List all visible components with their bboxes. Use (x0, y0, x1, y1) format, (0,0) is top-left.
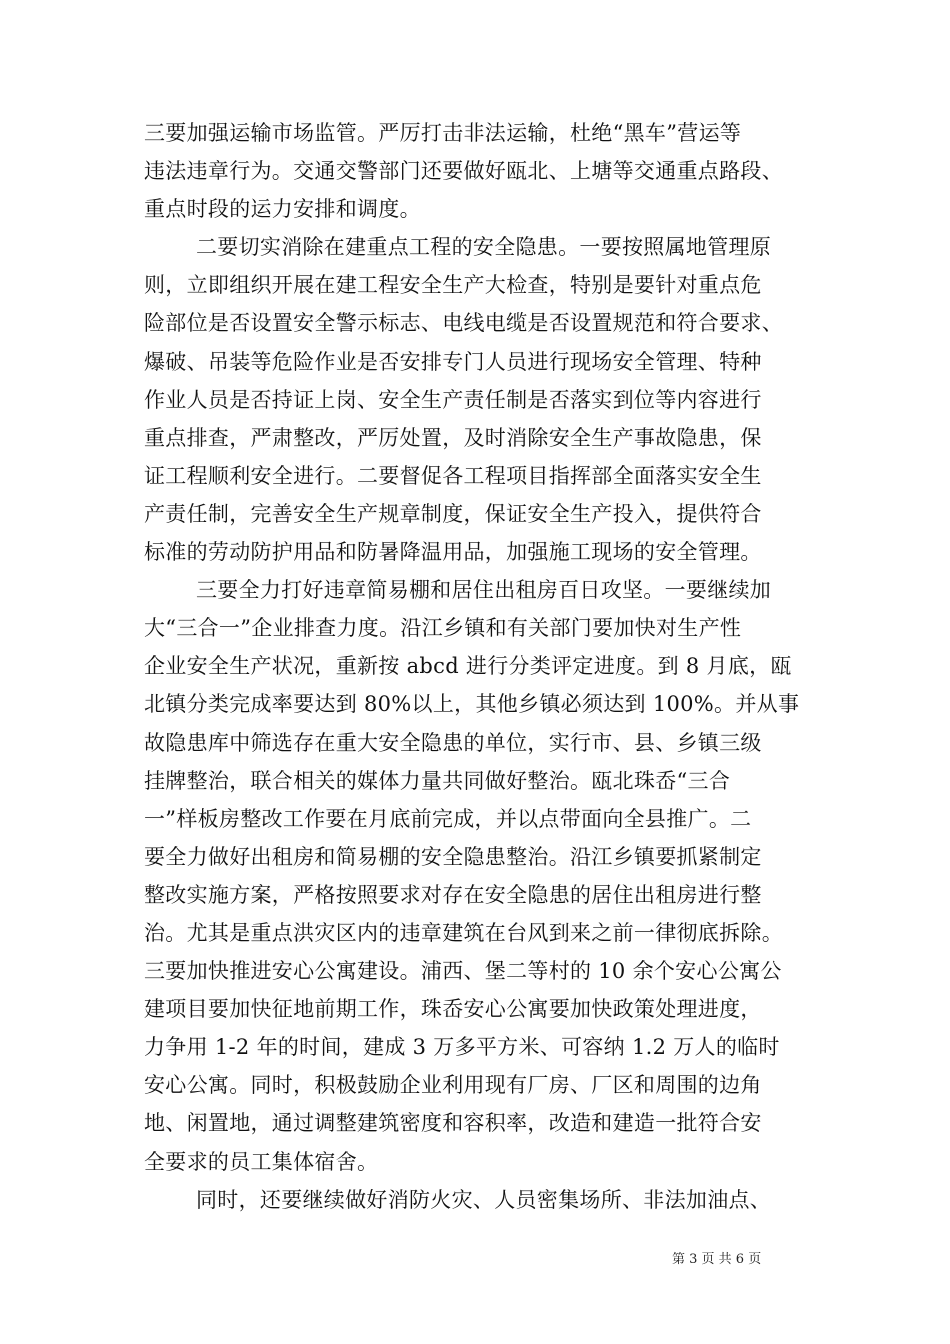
text-line: 重点时段的运力安排和调度。 (144, 197, 421, 222)
text-line: 北镇分类完成率要达到 80%以上，其他乡镇必须达到 100%。并从事 (144, 692, 800, 717)
text-line: 作业人员是否持证上岗、安全生产责任制是否落实到位等内容进行 (144, 387, 762, 412)
text-line: 地、闲置地，通过调整建筑密度和容积率，改造和建造一批符合安 (144, 1111, 762, 1136)
text-line: 产责任制，完善安全生产规章制度，保证安全生产投入，提供符合 (144, 501, 762, 526)
text-line: 力争用 1-2 年的时间，建成 3 万多平方米、可容纳 1.2 万人的临时 (144, 1035, 780, 1060)
text-line: 全要求的员工集体宿舍。 (144, 1149, 379, 1174)
text-line: 故隐患库中筛选存在重大安全隐患的单位，实行市、县、乡镇三级 (144, 730, 762, 755)
text-line: 挂牌整治，联合相关的媒体力量共同做好整治。瓯北珠岙“三合 (144, 768, 731, 793)
text-line: 治。尤其是重点洪灾区内的违章建筑在台风到来之前一律彻底拆除。 (144, 920, 783, 945)
text-line: 建项目要加快征地前期工作，珠岙安心公寓要加快政策处理进度， (144, 997, 762, 1022)
text-line: 企业安全生产状况，重新按 abcd 进行分类评定进度。到 8 月底，瓯 (144, 654, 792, 679)
text-line: 爆破、吊装等危险作业是否安排专门人员进行现场安全管理、特种 (144, 349, 762, 374)
text-line: 违法违章行为。交通交警部门还要做好瓯北、上塘等交通重点路段、 (144, 159, 783, 184)
text-line: 险部位是否设置安全警示标志、电线电缆是否设置规范和符合要求、 (144, 311, 783, 336)
body-text (144, 114, 806, 1219)
text-line: 安心公寓。同时，积极鼓励企业利用现有厂房、厂区和周围的边角 (144, 1073, 762, 1098)
text-line: 整改实施方案，严格按照要求对存在安全隐患的居住出租房进行整 (144, 882, 762, 907)
text-line: 大“三合一”企业排查力度。沿江乡镇和有关部门要加快对生产性 (144, 616, 742, 641)
text-line: 一”样板房整改工作要在月底前完成，并以点带面向全县推广。二 (144, 806, 752, 831)
page-number-footer: 第 3 页 共 6 页 (672, 1252, 762, 1267)
text-line: 三要全力打好违章简易棚和居住出租房百日攻坚。一要继续加 (196, 578, 772, 603)
text-line: 二要切实消除在建重点工程的安全隐患。一要按照属地管理原 (196, 235, 772, 260)
text-line: 标准的劳动防护用品和防暑降温用品，加强施工现场的安全管理。 (144, 540, 762, 565)
text-line: 要全力做好出租房和简易棚的安全隐患整治。沿江乡镇要抓紧制定 (144, 844, 762, 869)
text-line: 三要加快推进安心公寓建设。浦西、堡二等村的 10 余个安心公寓公 (144, 959, 782, 984)
text-line: 重点排查，严肃整改，严厉处置，及时消除安全生产事故隐患，保 (144, 425, 762, 450)
text-line: 三要加强运输市场监管。严厉打击非法运输，杜绝“黑车”营运等 (144, 121, 742, 145)
text-line: 则，立即组织开展在建工程安全生产大检查，特别是要针对重点危 (144, 273, 762, 298)
text-line: 证工程顺利安全进行。二要督促各工程项目指挥部全面落实安全生 (144, 463, 762, 488)
text-line: 同时，还要继续做好消防火灾、人员密集场所、非法加油点、 (196, 1187, 772, 1212)
